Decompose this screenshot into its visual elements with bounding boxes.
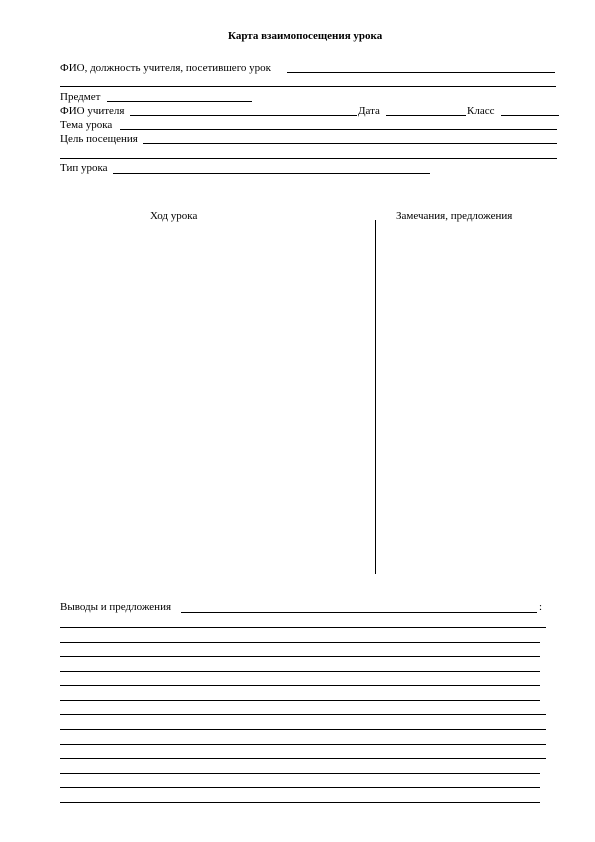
conclusions-line-10[interactable] bbox=[60, 758, 546, 759]
type-label: Тип урока bbox=[60, 162, 108, 174]
conclusions-line-2[interactable] bbox=[60, 642, 540, 643]
conclusions-line-9[interactable] bbox=[60, 744, 546, 745]
column-divider bbox=[375, 220, 376, 574]
conclusions-line-1[interactable] bbox=[60, 627, 546, 628]
conclusions-line-6[interactable] bbox=[60, 700, 540, 701]
conclusions-line-12[interactable] bbox=[60, 787, 540, 788]
observer-extra-line[interactable] bbox=[60, 86, 556, 87]
conclusions-line-11[interactable] bbox=[60, 773, 540, 774]
document-title: Карта взаимопосещения урока bbox=[228, 30, 383, 42]
conclusions-line-13[interactable] bbox=[60, 802, 540, 803]
right-column-header: Замечания, предложения bbox=[396, 210, 513, 222]
teacher-field-line[interactable] bbox=[130, 115, 357, 116]
purpose-label: Цель посещения bbox=[60, 133, 138, 145]
subject-field-line[interactable] bbox=[107, 101, 252, 102]
date-field-line[interactable] bbox=[386, 115, 466, 116]
conclusions-line-5[interactable] bbox=[60, 685, 540, 686]
conclusions-field-line[interactable] bbox=[181, 612, 537, 613]
topic-label: Тема урока bbox=[60, 119, 113, 131]
date-label: Дата bbox=[358, 105, 380, 117]
conclusions-label: Выводы и предложения bbox=[60, 601, 172, 613]
subject-label: Предмет bbox=[60, 91, 101, 103]
teacher-label: ФИО учителя bbox=[60, 105, 125, 117]
conclusions-line-7[interactable] bbox=[60, 714, 546, 715]
type-field-line[interactable] bbox=[113, 173, 430, 174]
class-label: Класс bbox=[467, 105, 495, 117]
conclusions-line-8[interactable] bbox=[60, 729, 546, 730]
purpose-field-line[interactable] bbox=[143, 143, 557, 144]
purpose-extra-line[interactable] bbox=[60, 158, 557, 159]
conclusions-colon: : bbox=[539, 601, 543, 613]
observer-label: ФИО, должность учителя, посетившего урок bbox=[60, 62, 272, 74]
observer-field-line[interactable] bbox=[287, 72, 555, 73]
topic-field-line[interactable] bbox=[120, 129, 557, 130]
conclusions-line-4[interactable] bbox=[60, 671, 540, 672]
conclusions-line-3[interactable] bbox=[60, 656, 540, 657]
class-field-line[interactable] bbox=[501, 115, 559, 116]
left-column-header: Ход урока bbox=[150, 210, 198, 222]
